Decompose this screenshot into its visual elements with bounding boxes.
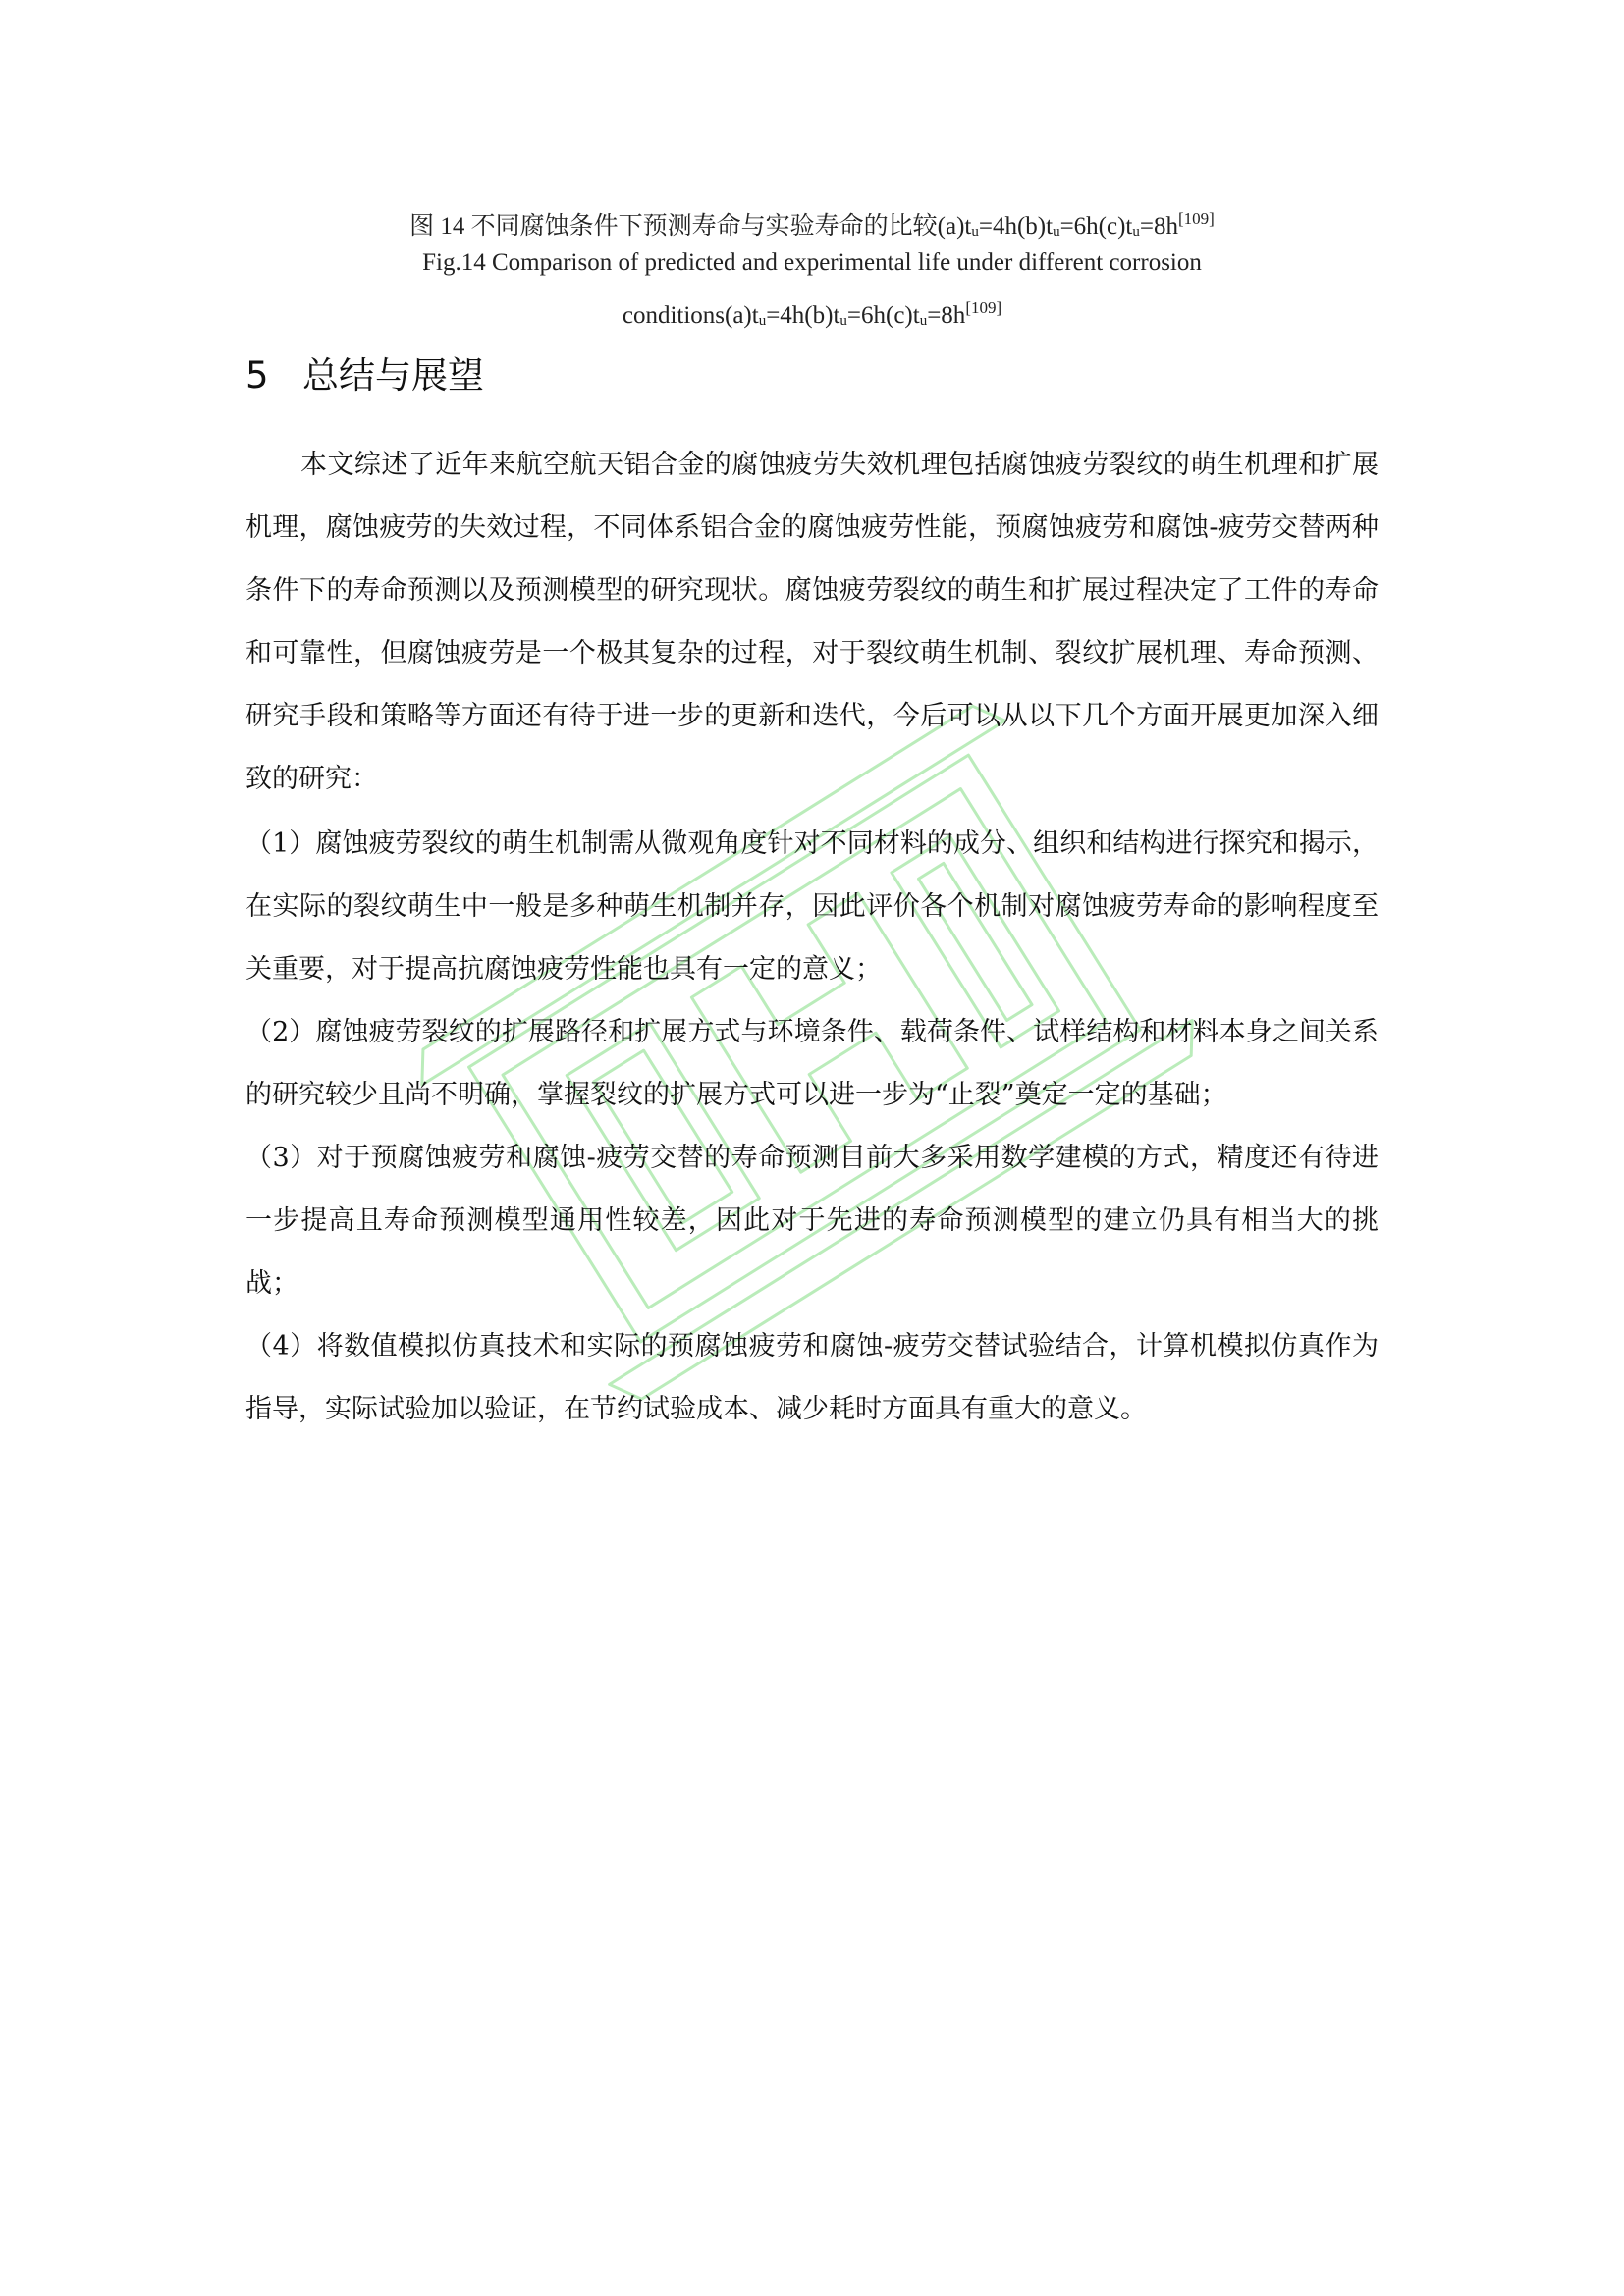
section-number: 5 (245, 354, 269, 397)
figure-caption-en-line2: $conditions(a)t_u=4h(b)t_u=6h(c)t_u=8h[109]$ (622, 298, 1002, 329)
list-item-1: （1）腐蚀疲劳裂纹的萌生机制需从微观角度针对不同材料的成分、组织和结构进行探究和揭示，在实际的裂纹萌生中一般是多种萌生机制并存，因此评价各个机制对腐蚀疲劳寿命的影响程度至关重要，对于提高抗腐蚀疲劳性能也具有一定的意义； (245, 828, 1379, 985)
figure-caption-zh: 图 14 不同腐蚀条件下预测寿命与实验寿命的比较$(a)t_u=4h(b)t_u=6h(c)t_u=8h[109]$ (409, 209, 1215, 240)
list-item-3: （3）对于预腐蚀疲劳和腐蚀-疲劳交替的寿命预测目前大多采用数学建模的方式，精度还有待进一步提高且寿命预测模型通用性较差，因此对于先进的寿命预测模型的建立仍具有相当大的挑战； (245, 1143, 1379, 1299)
figure-caption-en-line1: Fig.14 Comparison of predicted and experimental life under different corrosion (422, 249, 1202, 276)
section-heading (245, 351, 484, 400)
list-item-2: （2）腐蚀疲劳裂纹的扩展路径和扩展方式与环境条件、载荷条件、试样结构和材料本身之间关系的研究较少且尚不明确，掌握裂纹的扩展方式可以进一步为“止裂”奠定一定的基础； (245, 1017, 1379, 1110)
section-title: 总结与展望 (302, 354, 484, 397)
list-item-4: （4）将数值模拟仿真技术和实际的预腐蚀疲劳和腐蚀-疲劳交替试验结合，计算机模拟仿真作为指导，实际试验加以验证，在节约试验成本、减少耗时方面具有重大的意义。 (245, 1331, 1379, 1424)
intro-paragraph: 本文综述了近年来航空航天铝合金的腐蚀疲劳失效机理包括腐蚀疲劳裂纹的萌生机理和扩展机理，腐蚀疲劳的失效过程，不同体系铝合金的腐蚀疲劳性能，预腐蚀疲劳和腐蚀-疲劳交替两种条件下的寿命预测以及预测模型的研究现状。腐蚀疲劳裂纹的萌生和扩展过程决定了工件的寿命和可靠性，但腐蚀疲劳是一个极其复杂的过程，对于裂纹萌生机制、裂纹扩展机理、寿命预测、研究手段和策略等方面还有待于进一步的更新和迭代，今后可以从以下几个方面开展更加深入细致的研究： (245, 450, 1379, 794)
